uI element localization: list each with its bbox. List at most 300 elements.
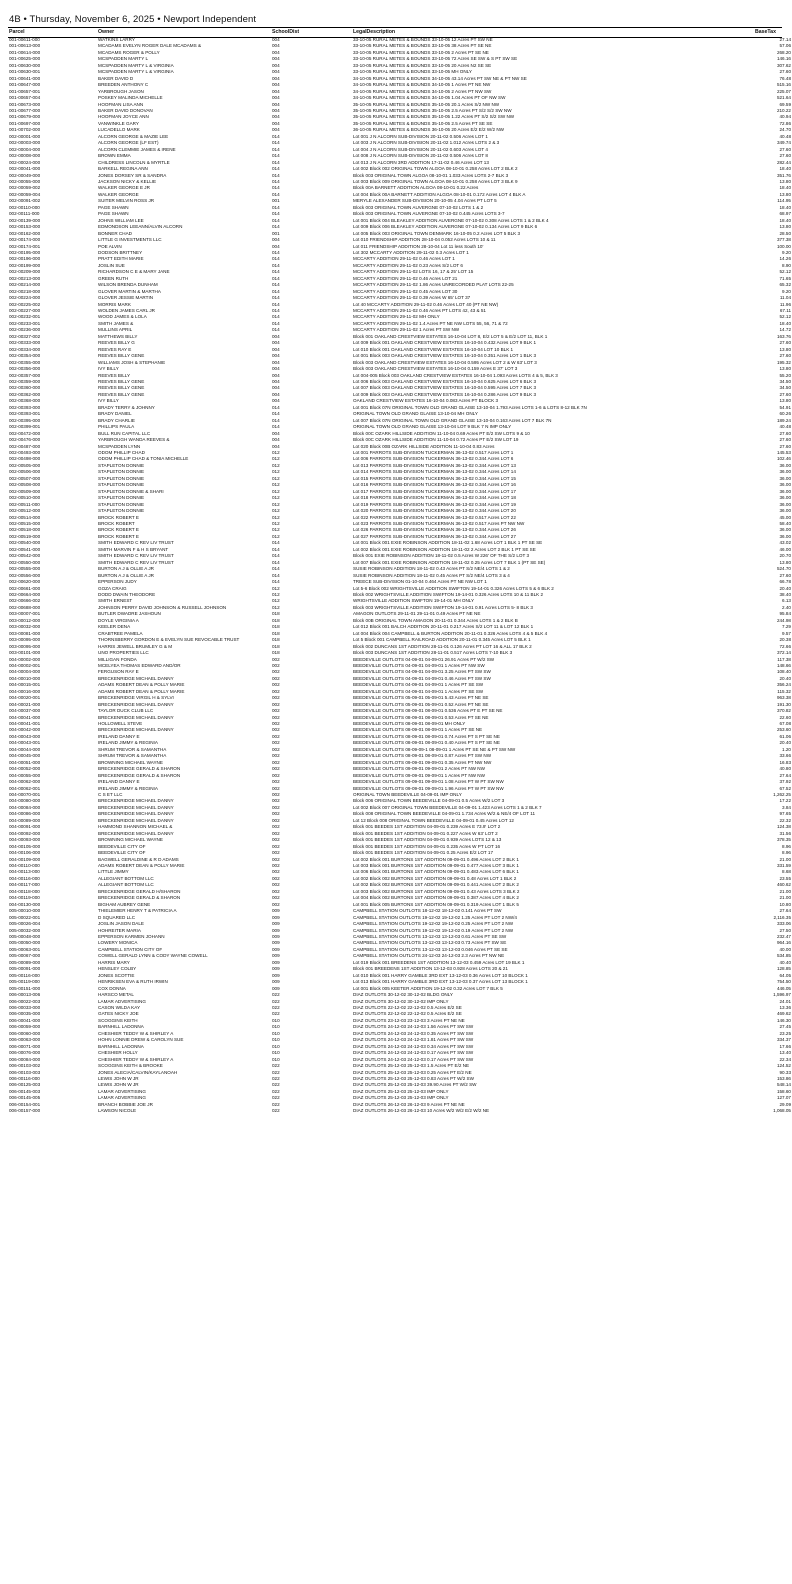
cell-parcel: 004-00118-000 bbox=[9, 888, 40, 894]
cell-parcel: 001-00630-001 bbox=[9, 69, 41, 75]
cell-owner: JONES ALECIA/CALVIN/KAYLANOAH bbox=[98, 1069, 178, 1075]
cell-school-dist: 002 bbox=[272, 733, 280, 739]
tax-ledger-table bbox=[8, 28, 792, 1115]
cell-owner: REEVES BILLY bbox=[98, 372, 131, 378]
cell-school-dist: 004 bbox=[272, 37, 280, 42]
cell-legal-description: Lot 003 Block 001 BURTONS 1ST ADDITION 09-09-01 0.477 Acres LOT 3 BLK 1 bbox=[353, 863, 519, 868]
cell-school-dist: 018 bbox=[272, 637, 280, 643]
cell-school-dist: 004 bbox=[272, 437, 280, 443]
cell-legal-description: MCCARTY ADDITION 29-11-02 0.46 Acres LOT 1 bbox=[353, 256, 455, 262]
cell-legal-description: Lot 005 Block 003 ORIGINAL TOWN DENMARK 16-10-05 0.2 Acres LOT 5 BLK 3 bbox=[353, 230, 521, 236]
cell-parcel: 002-00354-000 bbox=[9, 353, 41, 359]
cell-owner: MCSPADDEN MARTY L & VIRGINIA bbox=[98, 69, 174, 75]
cell-base-tax: 195.32 bbox=[776, 359, 791, 365]
cell-parcel: 002-00059-002 bbox=[9, 185, 41, 191]
cell-owner: ALCORN GEORGE (LF EST) bbox=[98, 140, 159, 146]
cell-base-tax: 331.59 bbox=[776, 863, 791, 868]
cell-legal-description: Lot 5 Block 001 CAMPBELL RAILROAD ADDITION 20-11-01 0.345 Acres LOT 5 BLK 1 bbox=[353, 637, 531, 643]
cell-owner: MCSPADDEN MARTY L bbox=[98, 56, 149, 62]
cell-owner: BAGWELL GERALDINE & R D ADAMS bbox=[98, 856, 179, 862]
cell-owner: BRECKENRIDGE MICHAEL DANNY bbox=[98, 675, 174, 681]
cell-base-tax: 515.16 bbox=[776, 82, 791, 88]
cell-school-dist: 002 bbox=[272, 895, 280, 901]
cell-legal-description: BEEDEVILLE OUTLOTS 09-09-01 09-09-01 1.96 Acres PT W PT SW NW bbox=[353, 785, 504, 791]
cell-parcel: 004-00106-000 bbox=[9, 850, 41, 856]
cell-school-dist: 004 bbox=[272, 88, 280, 94]
cell-parcel: 006-00084-000 bbox=[9, 1056, 41, 1062]
cell-legal-description: Lot 013 J N ALCORN 3RD ADDITION 17-11-02 0.46 Acres LOT 13 bbox=[353, 159, 489, 165]
cell-parcel: 002-00393-000 bbox=[9, 404, 41, 410]
cell-school-dist: 002 bbox=[272, 798, 280, 804]
cell-school-dist: 002 bbox=[272, 837, 280, 843]
cell-school-dist: 014 bbox=[272, 178, 280, 184]
cell-base-tax: 349.74 bbox=[776, 140, 791, 146]
cell-legal-description: Block 001 BEEDES 1ST ADDITION 04-09-01 0.227 Acres W 63' LOT 2 bbox=[353, 830, 498, 836]
cell-base-tax: 11.04 bbox=[779, 295, 791, 301]
cell-legal-description: BEEDEVILLE OUTLOTS 09-09-01 09-09-01 0.35 Acres PT NW NW bbox=[353, 759, 492, 765]
cell-owner: WOOD JAMES & LOLA bbox=[98, 314, 147, 320]
cell-parcel: 002-00236-000 bbox=[9, 327, 41, 333]
cell-owner: SMITH JAMES & bbox=[98, 320, 134, 326]
cell-owner: BRECKENRIDGE GERALD & SHARON bbox=[98, 895, 181, 901]
cell-school-dist: 009 bbox=[272, 985, 280, 991]
cell-base-tax: 24.70 bbox=[779, 127, 791, 133]
cell-base-tax: 9.57 bbox=[782, 630, 791, 636]
cell-legal-description: MCCARTY ADDITION 29-11-02 MH ONLY bbox=[353, 314, 440, 320]
cell-base-tax: 36.00 bbox=[779, 482, 791, 488]
cell-parcel: 004-00042-000 bbox=[9, 727, 41, 733]
cell-legal-description: BEEDEVILLE OUTLOTS 08-09-01 08-09-01 0.536 Acres PT E PT SE NE bbox=[353, 708, 503, 714]
cell-school-dist: 002 bbox=[272, 830, 280, 836]
cell-legal-description: Lot 009 Block 001 OAKLAND CRESTVIEW ESTATES 16-10-04 0.432 Acres LOT 9 BLK 1 bbox=[353, 340, 537, 346]
cell-base-tax: 17.66 bbox=[779, 1043, 791, 1049]
cell-legal-description: DIAZ OUTLOTS 24-12-03 24-12-03 1.56 Acres PT SW SW bbox=[353, 1024, 474, 1030]
cell-legal-description: Lot 006 Block 003 OAKLAND CRESTVIEW ESTATES 16-10-04 0.625 Acres LOT 6 BLK 3 bbox=[353, 379, 537, 385]
cell-school-dist: 014 bbox=[272, 566, 280, 572]
cell-school-dist: 012 bbox=[272, 527, 280, 533]
cell-parcel: 002-00111-000 bbox=[9, 211, 40, 217]
cell-school-dist: 004 bbox=[272, 243, 280, 249]
cell-owner: MCADAMS EVELYN ROGER DALE MCADAMS & bbox=[98, 43, 202, 49]
cell-school-dist: 014 bbox=[272, 424, 280, 430]
cell-parcel: 002-00507-000 bbox=[9, 475, 41, 481]
cell-owner: SHRUM TREVOR & SAMANTHA bbox=[98, 753, 167, 759]
cell-school-dist: 022 bbox=[272, 1108, 280, 1114]
cell-parcel: 002-00153-000 bbox=[9, 224, 41, 230]
cell-parcel: 004-00002-000 bbox=[9, 656, 41, 662]
cell-school-dist: 004 bbox=[272, 107, 280, 113]
cell-parcel: 004-00041-000 bbox=[9, 714, 41, 720]
cell-school-dist: 002 bbox=[272, 785, 280, 791]
cell-owner: CHESHIER TEDDY W & SHIRLEY A bbox=[98, 1056, 174, 1062]
cell-owner: COWELL GERALD LYNN & CODY WAYNE COWELL bbox=[98, 953, 208, 959]
cell-parcel: 001-00697-000 bbox=[9, 120, 41, 126]
cell-school-dist: 004 bbox=[272, 430, 280, 436]
cell-owner: WILLIAMS JOSH & STEPHANIE bbox=[98, 359, 166, 365]
cell-legal-description: Lot 001 PARROTS SUB-DIVISION TUCKERMAN 36-13-02 0.517 Acres LOT 1 bbox=[353, 450, 514, 455]
cell-legal-description: DIAZ OUTLOTS 22-12-02 22-12-02 0.5 Acres E/2 SE bbox=[353, 1011, 462, 1017]
cell-parcel: 002-00196-000 bbox=[9, 256, 41, 262]
cell-parcel: 005-00063-001 bbox=[9, 946, 41, 952]
cell-parcel: 002-00514-000 bbox=[9, 514, 41, 520]
cell-owner: BRECKENRIDGE MICHAEL DANNY bbox=[98, 701, 174, 707]
cell-legal-description: Lot 018 PARROTS SUB-DIVISION TUCKERMAN 36-13-02 0.344 Acres LOT 18 bbox=[353, 495, 516, 501]
cell-school-dist: 014 bbox=[272, 295, 280, 301]
cell-base-tax: 45.00 bbox=[779, 514, 791, 520]
cell-base-tax: 67.08 bbox=[779, 721, 791, 727]
cell-school-dist: 014 bbox=[272, 320, 280, 326]
cell-school-dist: 004 bbox=[272, 49, 280, 55]
cell-school-dist: 014 bbox=[272, 327, 280, 333]
cell-parcel: 004-00021-000 bbox=[9, 701, 41, 707]
cell-legal-description: Lot 5-6 Block 002 WRIGHTSVILLE ADDITION SWIFTON 19-14-01 0.326 Acres LOTS 5 & 6 BLK 2 bbox=[353, 585, 554, 591]
cell-school-dist: 018 bbox=[272, 624, 280, 630]
cell-legal-description: 34-10-05 RURAL METES & BOUNDS 34-10-05 43.14 Acres PT SW NE & PT NW SE bbox=[353, 75, 527, 81]
cell-owner: STAPLETON DONNIE bbox=[98, 508, 145, 514]
cell-base-tax: 29.09 bbox=[779, 1101, 791, 1107]
cell-school-dist: 009 bbox=[272, 946, 280, 952]
cell-base-tax: 67.11 bbox=[779, 308, 791, 314]
cell-legal-description: 35-10-05 RURAL METES & BOUNDS 35-10-05 1.22 Acres PT S/2 S/2 SW NW bbox=[353, 114, 515, 120]
cell-school-dist: 018 bbox=[272, 650, 280, 656]
cell-base-tax: 307.62 bbox=[776, 62, 791, 68]
cell-parcel: 004-00015-001 bbox=[9, 682, 41, 688]
cell-parcel: 002-00003-000 bbox=[9, 140, 41, 146]
cell-school-dist: 010 bbox=[272, 1024, 280, 1030]
cell-owner: IVY BILLY bbox=[98, 398, 119, 404]
cell-base-tax: 34.50 bbox=[779, 385, 791, 391]
cell-owner: BRECKENRIDGE MICHAEL DANNY bbox=[98, 798, 174, 804]
cell-base-tax: 2.40 bbox=[782, 604, 791, 610]
cell-parcel: 001-00630-000 bbox=[9, 62, 41, 68]
cell-parcel: 002-00357-000 bbox=[9, 372, 41, 378]
cell-owner: LAMAR ADVERTISING bbox=[98, 1095, 146, 1101]
cell-base-tax: 21.00 bbox=[779, 895, 791, 901]
cell-parcel: 002-00224-000 bbox=[9, 295, 41, 301]
cell-owner: IVY BILLY bbox=[98, 366, 119, 372]
cell-legal-description: AMAGON OUTLOTS 29-11-01 29-11-01 0.49 Acres PT NE NE bbox=[353, 611, 481, 617]
cell-legal-description: Lot 013 PARROTS SUB-DIVISION TUCKERMAN 36-13-02 0.344 Acres LOT 13 bbox=[353, 462, 516, 468]
cell-school-dist: 014 bbox=[272, 275, 280, 281]
cell-parcel: 002-00225-002 bbox=[9, 301, 41, 307]
cell-school-dist: 012 bbox=[272, 585, 280, 591]
cell-school-dist: 004 bbox=[272, 101, 280, 107]
cell-owner: IRELAND DANNY E bbox=[98, 779, 140, 785]
cell-owner: WILSON BRENDA DUNHAM bbox=[98, 282, 158, 288]
cell-school-dist: 014 bbox=[272, 159, 280, 165]
cell-legal-description: Lot 12 Block 008 ORIGINAL TOWN BEEDEVILLE 04-09-01 0.45 Acres LOT 12 bbox=[353, 817, 514, 823]
cell-owner: LITTLE JIMMY bbox=[98, 869, 129, 875]
cell-owner: LEWIS JOHN W JR bbox=[98, 1082, 139, 1088]
cell-school-dist: 002 bbox=[272, 746, 280, 752]
cell-owner: BRECKENRIDGE MICHAEL DANNY bbox=[98, 830, 174, 836]
cell-legal-description: MCCARTY ADDITION 29-11-02 0.46 Acres LOT 21 bbox=[353, 275, 458, 281]
cell-school-dist: 002 bbox=[272, 772, 280, 778]
cell-base-tax: 22.34 bbox=[779, 1056, 791, 1062]
cell-school-dist: 012 bbox=[272, 469, 280, 475]
cell-legal-description: MCCARTY ADDITION 29-11-02 1.86 Acres UNRECORDED PLAT LOTS 22-25 bbox=[353, 282, 514, 288]
cell-legal-description: Lot 003 Block 009 ORIGINAL TOWN ALGOA 08-10-01 0.258 Acres LOT 3 BLK 9 bbox=[353, 178, 518, 184]
cell-school-dist: 004 bbox=[272, 56, 280, 62]
cell-parcel: 005-00089-000 bbox=[9, 959, 41, 965]
cell-school-dist: 010 bbox=[272, 1037, 280, 1043]
cell-school-dist: 001 bbox=[272, 230, 280, 236]
cell-school-dist: 014 bbox=[272, 224, 280, 230]
cell-school-dist: 014 bbox=[272, 204, 280, 210]
cell-owner: THIELEMIER HENRY T & PATRICIA A bbox=[98, 908, 177, 914]
cell-school-dist: 014 bbox=[272, 417, 280, 423]
cell-base-tax: 64.05 bbox=[779, 972, 791, 978]
cell-base-tax: 18.40 bbox=[779, 204, 791, 210]
cell-owner: IRELAND DANNY E bbox=[98, 733, 140, 739]
cell-legal-description: Block 001 OAKLAND CRESTVIEW ESTATES 16-10-04 LOT 8, E/2 LOT 5 & E/2 LOT 11, BLK 1 bbox=[353, 333, 548, 339]
cell-owner: JONES DORSEY SR & SANDRA bbox=[98, 172, 167, 178]
cell-legal-description: Lot 013 Block 001 HARRY GAMBLE 3RD EXT 13-12-03 0.37 Acres LOT 13 BLOCK 1 bbox=[353, 979, 528, 985]
cell-legal-description: DIAZ OUTLOTS 24-12-03 24-12-03 1.81 Acres PT SW SW bbox=[353, 1037, 474, 1043]
cell-owner: BRECKENRIDGE MICHAEL DANNY bbox=[98, 804, 174, 810]
cell-parcel: 002-00620-000 bbox=[9, 579, 41, 585]
cell-parcel: 002-00110-000 bbox=[9, 204, 40, 210]
cell-owner: ADAMS ROBERT DEAN & POLLY MARIE bbox=[98, 863, 185, 868]
cell-owner: SMITH EDWARD C REV LIV TRUST bbox=[98, 559, 174, 565]
cell-school-dist: 012 bbox=[272, 598, 280, 604]
cell-owner: LOWERY MONICA bbox=[98, 940, 138, 946]
cell-school-dist: 002 bbox=[272, 714, 280, 720]
cell-parcel: 006-00071-000 bbox=[9, 1043, 41, 1049]
cell-base-tax: 124.38 bbox=[776, 824, 791, 830]
cell-owner: POE ALVIN bbox=[98, 243, 122, 249]
cell-school-dist: 004 bbox=[272, 127, 280, 133]
cell-parcel: 003-00081-000 bbox=[9, 630, 41, 636]
cell-owner: CASON WILDA KAY bbox=[98, 1004, 141, 1010]
cell-legal-description: MCCARTY ADDITION 29-11-02 0.46 Acres PT LOTS 42, 43 & 51 bbox=[353, 308, 486, 314]
cell-owner: BARNHILL LADONNA bbox=[98, 1024, 144, 1030]
cell-legal-description: CAMPBELL STATION OUTLOTS 18-12-02 18-12-02 0.141 Acres PT SW bbox=[353, 908, 502, 914]
cell-legal-description: 35-10-05 RURAL METES & BOUNDS 35-10-05 2.5 Acres PT SE SE bbox=[353, 120, 493, 126]
cell-school-dist: 018 bbox=[272, 630, 280, 636]
cell-school-dist: 004 bbox=[272, 353, 280, 359]
cell-school-dist: 022 bbox=[272, 1101, 280, 1107]
cell-base-tax: 146.30 bbox=[776, 1017, 791, 1023]
cell-school-dist: 022 bbox=[272, 1095, 280, 1101]
cell-owner: BURTON A J & OLLIE A JR bbox=[98, 566, 154, 572]
cell-owner: REEVES BILLY GENE bbox=[98, 353, 145, 359]
cell-parcel: 004-00062-000 bbox=[9, 779, 41, 785]
cell-school-dist: 002 bbox=[272, 875, 280, 881]
cell-legal-description: DIAZ OUTLOTS 25-12-03 25-12-03 IMP ONLY bbox=[353, 1095, 449, 1101]
cell-owner: REEVES BILLY GENE bbox=[98, 385, 145, 391]
cell-owner: BROWNING MICHAEL WAYNE bbox=[98, 759, 163, 765]
cell-legal-description: BEEDEVILLE OUTLOTS 04-09-01 04-09-01 1 Acres PT NW SW bbox=[353, 662, 485, 668]
cell-base-tax: 18.40 bbox=[779, 217, 791, 223]
cell-owner: HARRIS MARY bbox=[98, 959, 130, 965]
cell-school-dist: 014 bbox=[272, 249, 280, 255]
cell-school-dist: 002 bbox=[272, 850, 280, 856]
cell-school-dist: 022 bbox=[272, 1075, 280, 1081]
cell-owner: C S ET LLC bbox=[98, 792, 123, 798]
cell-owner: BURTON A J & OLLIE A JR bbox=[98, 572, 154, 578]
cell-owner: MCSPADDEN MARTY L & VIRGINIA bbox=[98, 62, 174, 68]
cell-school-dist: 004 bbox=[272, 340, 280, 346]
cell-owner: JACKSON NICKY & KELLIE bbox=[98, 178, 157, 184]
cell-school-dist: 014 bbox=[272, 301, 280, 307]
cell-school-dist: 022 bbox=[272, 1088, 280, 1094]
cell-base-tax: 13.80 bbox=[779, 224, 791, 230]
cell-parcel: 001-00611-000 bbox=[9, 37, 40, 42]
cell-parcel: 004-00062-001 bbox=[9, 785, 41, 791]
cell-legal-description: Lot 027 PARROTS SUB-DIVISION TUCKERMAN 36-13-02 0.344 Acres LOT 27 bbox=[353, 533, 516, 539]
cell-owner: ODOM PHILLIP CHAD & TONIA MICHELLE bbox=[98, 456, 189, 462]
cell-school-dist: 022 bbox=[272, 1004, 280, 1010]
cell-base-tax: 23.55 bbox=[779, 875, 791, 881]
cell-parcel: 002-00174-001 bbox=[9, 243, 41, 249]
cell-school-dist: 022 bbox=[272, 1082, 280, 1088]
cell-owner: DODD DWAIN THEODORE bbox=[98, 591, 156, 597]
cell-school-dist: 004 bbox=[272, 385, 280, 391]
cell-owner: STAPLETON DONNIE bbox=[98, 495, 145, 501]
cell-legal-description: Lot 302 MCCARTY ADDITION 29-11-02 0.3 Acres LOT 1 bbox=[353, 249, 469, 255]
cell-owner: BIGHAM AUBREY GENE bbox=[98, 901, 151, 907]
cell-school-dist: 002 bbox=[272, 901, 280, 907]
cell-owner: CRABTREE PAMELA bbox=[98, 630, 143, 636]
cell-base-tax: 13.80 bbox=[779, 191, 791, 197]
cell-base-tax: 158.60 bbox=[776, 1088, 791, 1094]
cell-base-tax: 8.96 bbox=[782, 843, 791, 849]
cell-base-tax: 66.78 bbox=[779, 579, 791, 585]
cell-parcel: 002-00055-000 bbox=[9, 178, 41, 184]
cell-owner: CHILDRESS LINCOLN & MYRTLE bbox=[98, 159, 170, 165]
cell-parcel: 002-00162-000 bbox=[9, 230, 41, 236]
cell-base-tax: 27.60 bbox=[779, 437, 791, 443]
cell-base-tax: 24.01 bbox=[779, 998, 791, 1004]
cell-base-tax: 34.50 bbox=[779, 379, 791, 385]
cell-owner: CHESHIER TEDDY W & SHIRLEY A bbox=[98, 1030, 174, 1036]
cell-parcel: 004-00119-000 bbox=[9, 895, 40, 901]
cell-legal-description: Lot 006 Block 001 BURTONS 1ST ADDITION 09-09-01 0.483 Acres LOT 6 BLK 1 bbox=[353, 869, 519, 875]
cell-parcel: 004-00080-000 bbox=[9, 798, 41, 804]
cell-owner: BARKELL REGINA ANN bbox=[98, 166, 148, 172]
cell-legal-description: Lot 001 Block 005 BURTONS 1ST ADDITION 09-09-01 0.319 Acres LOT 1 BLK 5 bbox=[353, 901, 519, 907]
cell-school-dist: 004 bbox=[272, 359, 280, 365]
cell-parcel: 004-00051-000 bbox=[9, 759, 41, 765]
cell-owner: IRELAND JIMMY & REGINIA bbox=[98, 740, 158, 746]
cell-legal-description: MERYLE ALEXANDER SUB-DIVISION 20-10-05 4.04 Acres PT LOT 5 bbox=[353, 198, 497, 204]
cell-parcel: 002-00008-000 bbox=[9, 153, 41, 159]
cell-owner: JOHNS WILLIAM LEE bbox=[98, 217, 144, 223]
cell-legal-description: Lot 012 Block 001 BALCH ADDITION 20-11-01 0.217 Acres S/2 LOT 11 & LOT 12 BLK 1 bbox=[353, 624, 534, 630]
cell-school-dist: 014 bbox=[272, 191, 280, 197]
cell-base-tax: 36.00 bbox=[779, 533, 791, 539]
cell-school-dist: 012 bbox=[272, 450, 280, 455]
cell-owner: BUTLER DWADRE JASHOUN bbox=[98, 611, 161, 617]
cell-parcel: 002-00515-000 bbox=[9, 520, 41, 526]
cell-parcel: 005-00010-000 bbox=[9, 908, 41, 914]
cell-owner: HARSCO METAL bbox=[98, 992, 134, 998]
cell-owner: DOYLE VIRGINIA A bbox=[98, 617, 139, 623]
cell-school-dist: 009 bbox=[272, 940, 280, 946]
cell-school-dist: 002 bbox=[272, 824, 280, 830]
cell-base-tax: 14.72 bbox=[779, 327, 791, 333]
cell-school-dist: 002 bbox=[272, 759, 280, 765]
cell-school-dist: 001 bbox=[272, 198, 280, 204]
cell-school-dist: 014 bbox=[272, 140, 280, 146]
cell-base-tax: 27.60 bbox=[779, 340, 791, 346]
cell-base-tax: 21.00 bbox=[779, 888, 791, 894]
cell-legal-description: BEEDEVILLE OUTLOTS 08-09-01 08-09-01 0.40 Acres PT S PT SE NE bbox=[353, 740, 500, 746]
cell-parcel: 002-00399-001 bbox=[9, 424, 41, 430]
cell-school-dist: 014 bbox=[272, 308, 280, 314]
cell-legal-description: ORIGINAL TOWN OLD GRAND GLAISE 13-10-04 MH ONLY bbox=[353, 411, 478, 417]
cell-parcel: 001-00641-000 bbox=[9, 75, 41, 81]
cell-school-dist: 012 bbox=[272, 508, 280, 514]
cell-parcel: 002-00511-000 bbox=[9, 501, 40, 507]
cell-parcel: 006-00145-005 bbox=[9, 1095, 41, 1101]
cell-owner: JOHNSON PERRY DAVID JOHNSON & RUSSELL JOHNSON bbox=[98, 604, 227, 610]
cell-base-tax: 10.80 bbox=[779, 901, 791, 907]
cell-base-tax: 20.70 bbox=[779, 553, 791, 559]
cell-parcel: 002-00049-000 bbox=[9, 172, 41, 178]
cell-legal-description: Block 002 WRIGHTSVILLE ADDITION SWIFTON 19-14-01 0.326 Acres LOTS 10 & 11 BLK 2 bbox=[353, 591, 544, 597]
cell-parcel: 002-00333-000 bbox=[9, 340, 41, 346]
cell-school-dist: 004 bbox=[272, 237, 280, 243]
cell-legal-description: DIAZ OUTLOTS 30-12-02 30-12-02 IMP ONLY bbox=[353, 998, 449, 1004]
cell-base-tax: 8.68 bbox=[782, 869, 791, 875]
cell-legal-description: Lot 015 PARROTS SUB-DIVISION TUCKERMAN 36-13-02 0.344 Acres LOT 15 bbox=[353, 475, 516, 481]
cell-school-dist: 009 bbox=[272, 927, 280, 933]
cell-legal-description: 33-10-05 RURAL METES & BOUNDS 33-10-05 2 Acres PT SE NE bbox=[353, 49, 489, 55]
cell-base-tax: 72.86 bbox=[779, 120, 791, 126]
cell-base-tax: 964.16 bbox=[776, 940, 791, 946]
cell-school-dist: 014 bbox=[272, 553, 280, 559]
cell-legal-description: ORIGINAL TOWN BEEDEVILLE 04-09-01 IMP ONLY bbox=[353, 792, 462, 798]
cell-parcel: 002-00472-000 bbox=[9, 430, 41, 436]
cell-parcel: 002-00356-000 bbox=[9, 366, 41, 372]
cell-owner: EPPERSON JUDY bbox=[98, 579, 137, 585]
cell-school-dist: 004 bbox=[272, 114, 280, 120]
cell-legal-description: Block 001 BEEDES 1ST ADDITION 04-09-01 0.25 Acres E/2 LOT 17 bbox=[353, 850, 494, 856]
cell-legal-description: DIAZ OUTLOTS 25-12-03 25-12-03 1.5 Acres PT E/2 NE bbox=[353, 1063, 470, 1069]
cell-parcel: 002-00091-002 bbox=[9, 198, 41, 204]
cell-base-tax: 27.50 bbox=[779, 927, 791, 933]
page-masthead: 4B • Thursday, November 6, 2025 • Newport Independent bbox=[9, 14, 257, 25]
cell-base-tax: 114.95 bbox=[777, 198, 791, 204]
cell-base-tax: 13.80 bbox=[779, 559, 791, 565]
cell-legal-description: Lot 001 Block 005 KEETER ADDITION 19-12-02 0.32 Acres LOT 7 BLK 5 bbox=[353, 985, 503, 991]
cell-base-tax: 333.06 bbox=[776, 921, 791, 927]
cell-owner: BRECKENRIDGE GERALD & SHARON bbox=[98, 766, 181, 772]
cell-base-tax: 60.26 bbox=[779, 411, 791, 417]
cell-school-dist: 002 bbox=[272, 656, 280, 662]
cell-base-tax: 22.60 bbox=[779, 714, 791, 720]
cell-base-tax: 36.00 bbox=[779, 462, 791, 468]
cell-base-tax: 524.70 bbox=[776, 566, 791, 572]
cell-legal-description: Lot 004 J N ALCORN SUB-DIVISION 20-11-02 0.603 Acres LOT 4 bbox=[353, 146, 488, 152]
cell-legal-description: Lot 002 Block 007 ORIGINAL TOWN BEEDEVILLE 04-09-01 1.423 Acres LOTS 1 & 2 BLK 7 bbox=[353, 804, 542, 810]
cell-parcel: 004-00045-000 bbox=[9, 753, 41, 759]
cell-school-dist: 012 bbox=[272, 591, 280, 597]
cell-parcel: 002-00232-001 bbox=[9, 314, 41, 320]
table-body bbox=[8, 37, 792, 1115]
cell-school-dist: 012 bbox=[272, 456, 280, 462]
cell-base-tax: 52.12 bbox=[779, 314, 791, 320]
cell-legal-description: Lot 002 Block 002 BURTONS 1ST ADDITION 09-09-01 0.48 Acres LOT 1 BLK 2 bbox=[353, 875, 517, 881]
cell-owner: PAGE SHAWN bbox=[98, 211, 129, 217]
cell-legal-description: Block 003 OAKLAND CRESTVIEW ESTATES 16-10-04 0.159 Acres E 37' LOT 3 bbox=[353, 366, 518, 372]
cell-school-dist: 002 bbox=[272, 817, 280, 823]
cell-owner: ADAMS ROBERT DEAN & POLLY MARIE bbox=[98, 682, 185, 688]
cell-legal-description: Block 001 BEEDES 1ST ADDITION 04-09-01 0.235 Acres W PT LOT 16 bbox=[353, 843, 501, 849]
cell-parcel: 002-00541-000 bbox=[9, 546, 41, 552]
